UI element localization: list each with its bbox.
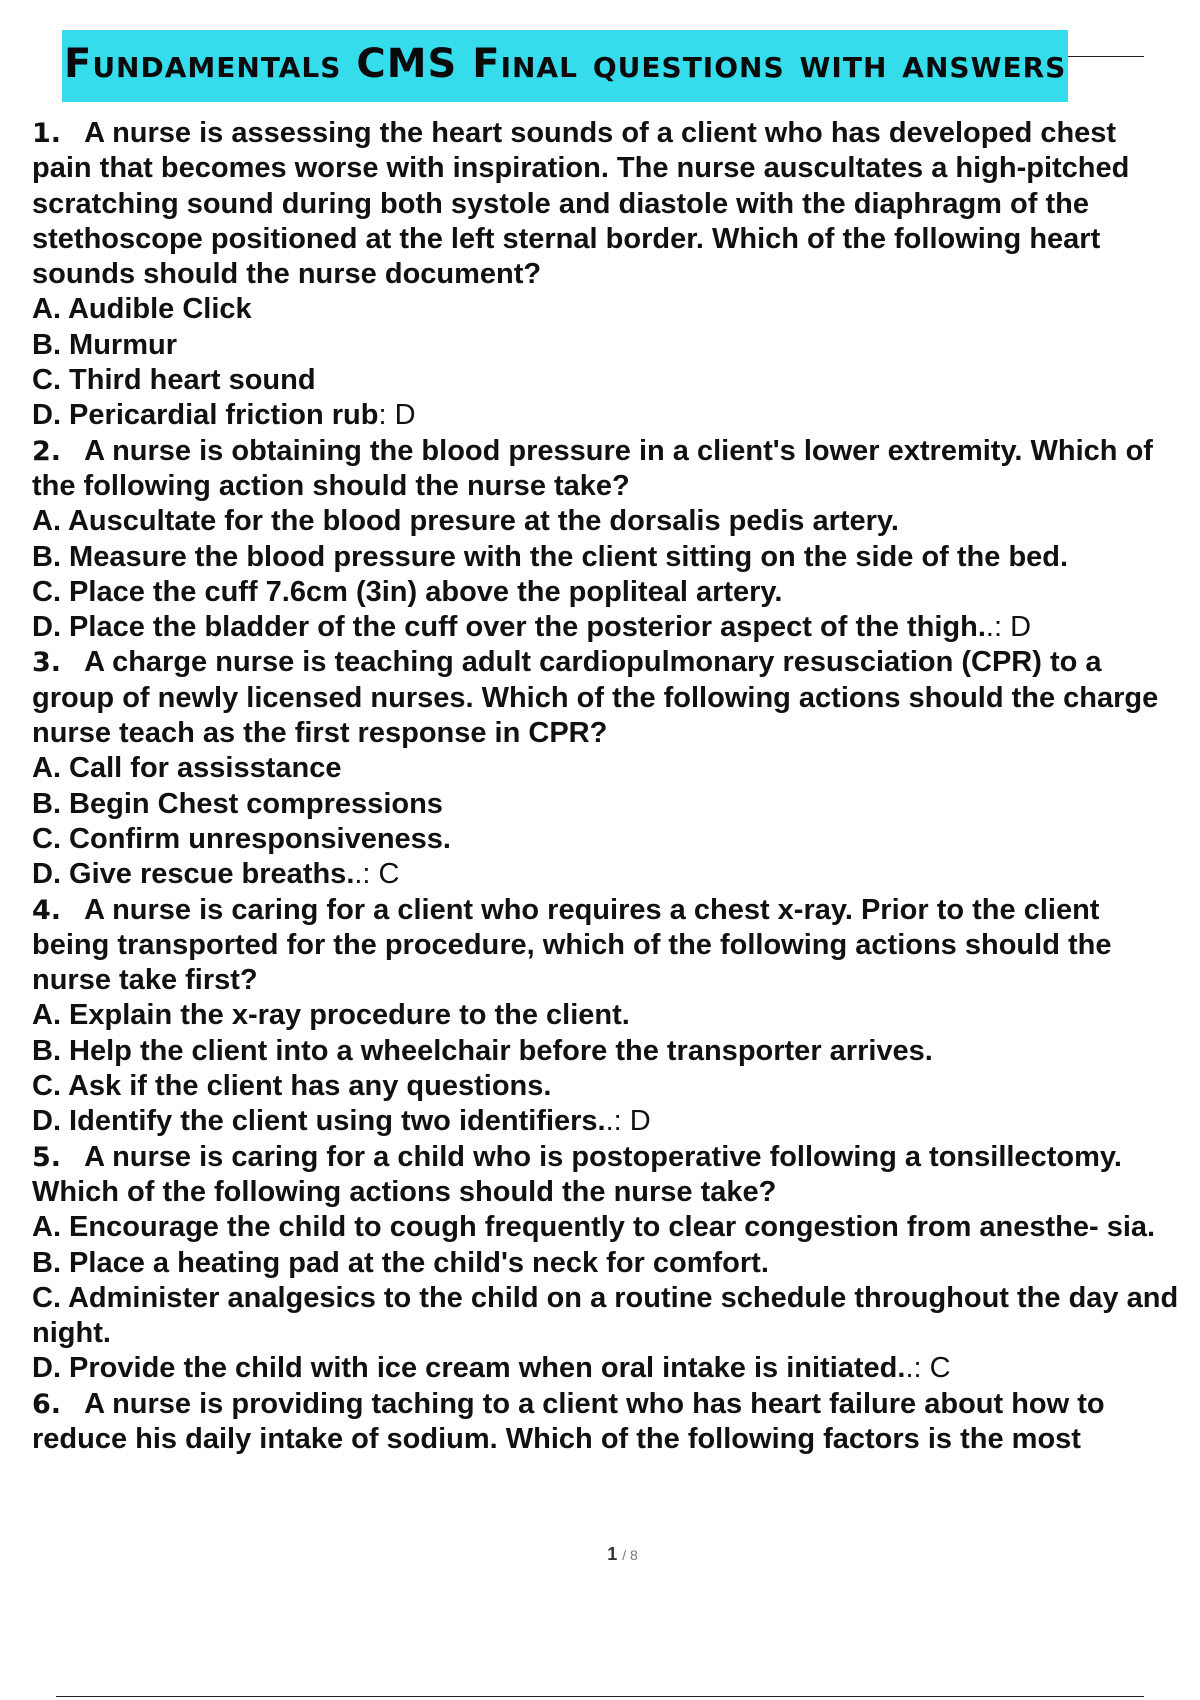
question-stem — [32, 893, 1180, 999]
option-c: C. Third heart sound — [32, 364, 316, 397]
option-list — [32, 504, 1180, 645]
question-text: A charge nurse is teaching adult cardiopulmonary resusciation (CPR) to a group of newly licensed nurses. Which of the following actions should the charge nurse teach as the first response in CPR? — [32, 646, 1159, 750]
question-stem — [32, 1387, 1180, 1458]
footer-rule — [56, 1696, 1144, 1697]
option-d-text: D. Give rescue breaths. — [32, 858, 355, 891]
option-b: B. Help the client into a wheelchair before the transporter arrives. — [32, 1034, 933, 1067]
option-d-text: D. Place the bladder of the cuff over the posterior aspect of the thigh. — [32, 611, 986, 644]
question-stem — [32, 1140, 1180, 1211]
question-stem — [32, 434, 1180, 505]
question-text: A nurse is assessing the heart sounds of a client who has developed chest pain that becomes worse with inspiration. The nurse auscultates a high-pitched scratching sound during both systole and diastole with the diaphragm of the stethoscope positioned at the left sternal border. Which of the following heart sounds should the nurse document? — [32, 117, 1130, 291]
question-item — [32, 116, 1180, 434]
option-a: A. Encourage the child to cough frequently to clear congestion from anesthe- sia. — [32, 1211, 1156, 1244]
answer-key: .: C — [354, 858, 400, 891]
question-item — [32, 893, 1180, 1140]
question-stem — [32, 116, 1180, 292]
option-d-text: D. Pericardial friction rub — [32, 399, 379, 432]
question-text: A nurse is providing taching to a client who has heart failure about how to reduce his daily intake of sodium. Which of the following factors is the most — [32, 1387, 1105, 1455]
option-list — [32, 292, 1180, 433]
option-b: B. Measure the blood pressure with the client sitting on the side of the bed. — [32, 540, 1069, 573]
question-number: 2. — [32, 435, 62, 467]
option-list — [32, 1210, 1180, 1386]
question-text: A nurse is obtaining the blood pressure in a client's lower extremity. Which of the following action should the nurse take? — [32, 434, 1153, 502]
option-list — [32, 751, 1180, 892]
question-item — [32, 1140, 1180, 1387]
question-item — [32, 645, 1180, 892]
option-c: C. Place the cuff 7.6cm (3in) above the popliteal artery. — [32, 575, 783, 608]
option-c: C. Ask if the client has any questions. — [32, 1070, 552, 1103]
option-a: A. Audible Click — [32, 293, 252, 326]
question-text: A nurse is caring for a child who is postoperative following a tonsillectomy. Which of the following actions should the nurse take? — [32, 1140, 1122, 1208]
question-number: 3. — [32, 647, 62, 679]
question-text: A nurse is caring for a client who requires a chest x-ray. Prior to the client being transported for the procedure, which of the following actions should the nurse take first? — [32, 893, 1112, 997]
option-d — [32, 1351, 1180, 1386]
answer-key: : D — [378, 399, 416, 432]
option-d-text: D. Identify the client using two identifiers. — [32, 1105, 606, 1138]
option-a: A. Explain the x-ray procedure to the client. — [32, 999, 630, 1032]
question-stem — [32, 645, 1180, 751]
answer-key: .: D — [605, 1105, 651, 1138]
question-number: 5. — [32, 1141, 62, 1173]
option-c: C. Confirm unresponsiveness. — [32, 822, 451, 855]
page-number — [0, 1544, 1200, 1565]
question-number: 6. — [32, 1388, 62, 1420]
question-item — [32, 434, 1180, 646]
option-d — [32, 1104, 1180, 1139]
option-a: A. Call for assisstance — [32, 752, 342, 785]
question-item — [32, 1387, 1180, 1458]
answer-key: .: C — [905, 1352, 951, 1385]
option-list — [32, 998, 1180, 1139]
option-a: A. Auscultate for the blood presure at the dorsalis pedis artery. — [32, 505, 899, 538]
answer-key: .: D — [985, 611, 1032, 644]
page-total: / 8 — [622, 1547, 638, 1563]
option-b: B. Murmur — [32, 328, 177, 361]
option-d — [32, 610, 1180, 645]
question-list — [32, 116, 1180, 1457]
option-b: B. Place a heating pad at the child's neck for comfort. — [32, 1246, 769, 1279]
option-b: B. Begin Chest compressions — [32, 787, 443, 820]
option-d-text: D. Provide the child with ice cream when oral intake is initiated. — [32, 1352, 906, 1385]
page-current: 1 — [607, 1544, 618, 1564]
question-number: 1. — [32, 118, 62, 149]
document-title: Fundamentals CMS Final questions with answers — [62, 30, 1068, 102]
option-d — [32, 398, 1180, 433]
option-d — [32, 857, 1180, 892]
title-block — [62, 30, 1144, 110]
option-c: C. Administer analgesics to the child on a routine schedule throughout the day and night. — [32, 1281, 1179, 1350]
question-number: 4. — [32, 894, 62, 926]
